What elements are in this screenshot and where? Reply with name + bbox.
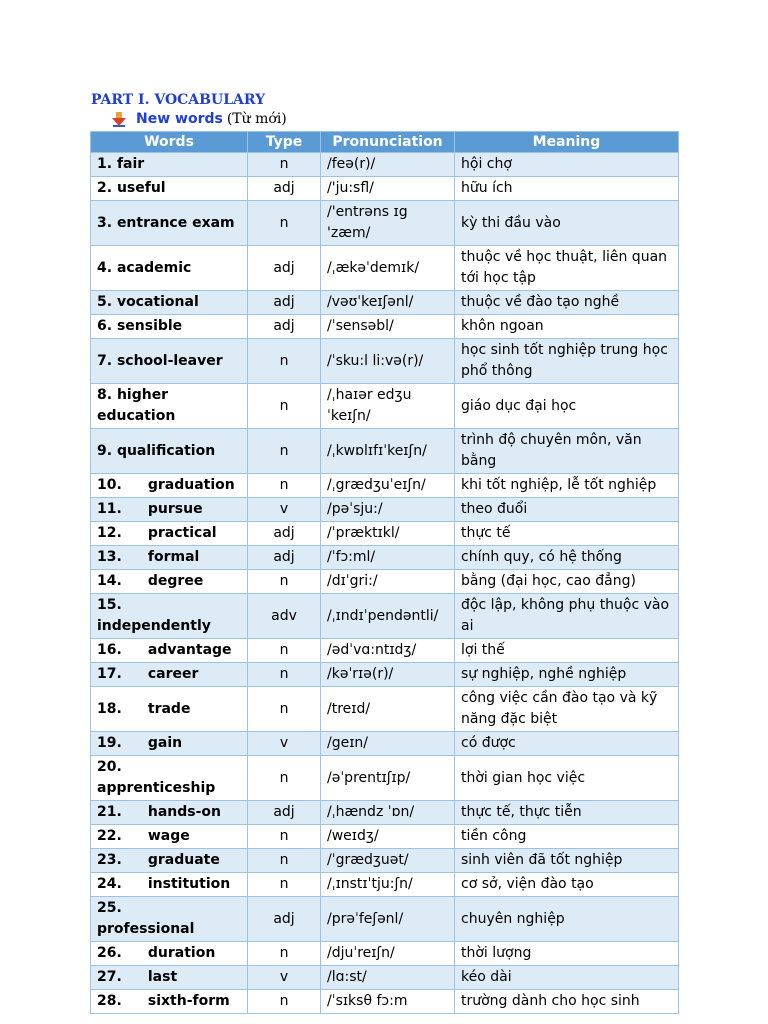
pronunciation-cell: /ˈsɪksθ fɔ:m xyxy=(321,990,455,1014)
pronunciation-cell: /djuˈreɪʃn/ xyxy=(321,942,455,966)
type-cell: n xyxy=(248,429,321,474)
word-text: hands-on xyxy=(147,804,222,820)
word-number: 27. xyxy=(97,969,122,985)
table-row xyxy=(91,897,679,942)
word-number: 18. xyxy=(97,700,122,717)
type-cell: n xyxy=(248,153,321,177)
pronunciation-cell: /geɪn/ xyxy=(321,732,455,756)
pronunciation-cell: /'ju:sfl/ xyxy=(321,177,455,201)
word-number: 28. xyxy=(97,993,122,1009)
table-row xyxy=(91,966,679,990)
meaning-cell: thời gian học việc xyxy=(455,756,679,801)
table-row xyxy=(91,663,679,687)
word-text: academic xyxy=(116,259,192,276)
column-header-meaning: Meaning xyxy=(455,132,679,153)
type-cell: adj xyxy=(248,291,321,315)
word-text: sensible xyxy=(116,318,183,334)
meaning-cell: công việc cần đào tạo và kỹ năng đặc biệt xyxy=(455,687,679,732)
meaning-cell: kỳ thi đầu vào xyxy=(455,201,679,246)
word-text: advantage xyxy=(147,642,232,658)
word-cell xyxy=(91,315,248,339)
table-row xyxy=(91,873,679,897)
meaning-cell: tiền công xyxy=(455,825,679,849)
word-number: 13. xyxy=(97,549,122,565)
type-cell: n xyxy=(248,663,321,687)
type-cell: n xyxy=(248,873,321,897)
word-text: sixth-form xyxy=(147,993,230,1009)
new-words-note: (Từ mới) xyxy=(226,111,287,127)
word-number: 24. xyxy=(97,876,122,892)
word-text: institution xyxy=(147,876,231,892)
word-text: higher education xyxy=(97,387,176,424)
pronunciation-cell: /ˌækəˈdemɪk/ xyxy=(321,246,455,291)
word-text: useful xyxy=(116,180,166,196)
pronunciation-cell: /dɪˈgri:/ xyxy=(321,570,455,594)
word-text: apprenticeship xyxy=(97,780,216,796)
table-row xyxy=(91,315,679,339)
meaning-cell: theo đuổi xyxy=(455,498,679,522)
table-row xyxy=(91,339,679,384)
pronunciation-cell: /ˌɪndɪˈpendəntli/ xyxy=(321,594,455,639)
word-number: 5. xyxy=(97,294,113,310)
type-cell: v xyxy=(248,498,321,522)
arrow-down-bullet-icon xyxy=(112,111,126,127)
word-number: 26. xyxy=(97,945,122,961)
new-words-label: New words xyxy=(136,111,223,127)
type-cell: n xyxy=(248,687,321,732)
type-cell: adj xyxy=(248,315,321,339)
word-number: 4. xyxy=(97,259,113,276)
word-text: trade xyxy=(147,700,191,717)
word-text: duration xyxy=(147,945,216,961)
word-text: independently xyxy=(97,618,211,634)
meaning-cell: thời lượng xyxy=(455,942,679,966)
table-row xyxy=(91,498,679,522)
table-row xyxy=(91,153,679,177)
word-text: gain xyxy=(147,735,183,751)
pronunciation-cell: /ˈpræktɪkl/ xyxy=(321,522,455,546)
type-cell: adv xyxy=(248,594,321,639)
meaning-cell: sự nghiệp, nghề nghiệp xyxy=(455,663,679,687)
word-cell xyxy=(91,546,248,570)
table-row xyxy=(91,639,679,663)
type-cell: n xyxy=(248,990,321,1014)
word-cell xyxy=(91,339,248,384)
type-cell: v xyxy=(248,966,321,990)
word-number: 9. xyxy=(97,442,113,459)
meaning-cell: cơ sở, viện đào tạo xyxy=(455,873,679,897)
word-cell xyxy=(91,384,248,429)
type-cell: adj xyxy=(248,246,321,291)
word-text: degree xyxy=(147,573,204,589)
word-number: 22. xyxy=(97,828,122,844)
word-cell xyxy=(91,756,248,801)
word-number: 17. xyxy=(97,666,122,682)
pronunciation-cell: /ˈsku:l li:və(r)/ xyxy=(321,339,455,384)
word-cell xyxy=(91,801,248,825)
word-text: formal xyxy=(147,549,200,565)
column-header-words: Words xyxy=(91,132,248,153)
word-text: graduation xyxy=(147,477,235,493)
word-text: pursue xyxy=(147,501,203,517)
meaning-cell: học sinh tốt nghiệp trung học phổ thông xyxy=(455,339,679,384)
table-row xyxy=(91,522,679,546)
word-cell xyxy=(91,966,248,990)
meaning-cell: giáo dục đại học xyxy=(455,384,679,429)
column-header-type: Type xyxy=(248,132,321,153)
table-row xyxy=(91,849,679,873)
meaning-cell: độc lập, không phụ thuộc vào ai xyxy=(455,594,679,639)
meaning-cell: kéo dài xyxy=(455,966,679,990)
pronunciation-cell: /ˌɪnstɪˈtju:ʃn/ xyxy=(321,873,455,897)
type-cell: n xyxy=(248,849,321,873)
word-number: 11. xyxy=(97,501,122,517)
word-text: career xyxy=(147,666,199,682)
word-cell xyxy=(91,498,248,522)
type-cell: v xyxy=(248,732,321,756)
type-cell: n xyxy=(248,339,321,384)
word-cell xyxy=(91,570,248,594)
meaning-cell: hội chợ xyxy=(455,153,679,177)
type-cell: adj xyxy=(248,522,321,546)
table-row xyxy=(91,732,679,756)
word-number: 25. xyxy=(97,900,122,916)
word-cell xyxy=(91,849,248,873)
word-number: 10. xyxy=(97,477,122,493)
word-number: 23. xyxy=(97,852,122,868)
table-row xyxy=(91,546,679,570)
meaning-cell: lợi thế xyxy=(455,639,679,663)
table-row xyxy=(91,570,679,594)
meaning-cell: sinh viên đã tốt nghiệp xyxy=(455,849,679,873)
meaning-cell: bằng (đại học, cao đẳng) xyxy=(455,570,679,594)
table-row xyxy=(91,825,679,849)
table-row xyxy=(91,990,679,1014)
word-cell xyxy=(91,522,248,546)
pronunciation-cell: /kəˈrɪə(r)/ xyxy=(321,663,455,687)
word-cell xyxy=(91,474,248,498)
pronunciation-cell: /prəˈfeʃənl/ xyxy=(321,897,455,942)
page-title: PART I. VOCABULARY xyxy=(91,92,266,108)
word-number: 20. xyxy=(97,759,122,775)
pronunciation-cell: /'entrəns ɪg 'zæm/ xyxy=(321,201,455,246)
word-cell xyxy=(91,732,248,756)
table-row xyxy=(91,801,679,825)
word-text: wage xyxy=(147,828,190,844)
table-row xyxy=(91,291,679,315)
type-cell: n xyxy=(248,570,321,594)
type-cell: n xyxy=(248,201,321,246)
pronunciation-cell: /weɪdʒ/ xyxy=(321,825,455,849)
table-row xyxy=(91,246,679,291)
pronunciation-cell: /pəˈsju:/ xyxy=(321,498,455,522)
word-number: 3. xyxy=(97,214,113,231)
table-row xyxy=(91,429,679,474)
table-row xyxy=(91,177,679,201)
pronunciation-cell: /ˌhændz ˈɒn/ xyxy=(321,801,455,825)
type-cell: n xyxy=(248,756,321,801)
word-cell xyxy=(91,429,248,474)
word-cell xyxy=(91,153,248,177)
pronunciation-cell: /ˌhaɪər edʒu ˈkeɪʃn/ xyxy=(321,384,455,429)
table-header-row xyxy=(91,132,679,153)
pronunciation-cell: /ˌkwɒlɪfɪˈkeɪʃn/ xyxy=(321,429,455,474)
word-number: 7. xyxy=(97,352,113,369)
type-cell: n xyxy=(248,474,321,498)
word-cell xyxy=(91,663,248,687)
word-number: 21. xyxy=(97,804,122,820)
word-number: 1. xyxy=(97,156,113,172)
word-cell xyxy=(91,897,248,942)
word-cell xyxy=(91,291,248,315)
table-row xyxy=(91,474,679,498)
meaning-cell: thuộc về học thuật, liên quan tới học tập xyxy=(455,246,679,291)
word-text: last xyxy=(147,969,178,985)
column-header-pronunciation: Pronunciation xyxy=(321,132,455,153)
meaning-cell: trường dành cho học sinh xyxy=(455,990,679,1014)
word-cell xyxy=(91,246,248,291)
word-cell xyxy=(91,990,248,1014)
word-text: qualification xyxy=(116,442,216,459)
meaning-cell: chính quy, có hệ thống xyxy=(455,546,679,570)
pronunciation-cell: /feə(r)/ xyxy=(321,153,455,177)
meaning-cell: trình độ chuyên môn, văn bằng xyxy=(455,429,679,474)
pronunciation-cell: /vəʊˈkeɪʃənl/ xyxy=(321,291,455,315)
word-number: 16. xyxy=(97,642,122,658)
type-cell: adj xyxy=(248,546,321,570)
pronunciation-cell: /treɪd/ xyxy=(321,687,455,732)
meaning-cell: chuyên nghiệp xyxy=(455,897,679,942)
meaning-cell: thực tế xyxy=(455,522,679,546)
meaning-cell: khôn ngoan xyxy=(455,315,679,339)
pronunciation-cell: /ˈsensəbl/ xyxy=(321,315,455,339)
word-cell xyxy=(91,639,248,663)
word-cell xyxy=(91,177,248,201)
type-cell: adj xyxy=(248,897,321,942)
table-row xyxy=(91,756,679,801)
meaning-cell: thuộc về đào tạo nghề xyxy=(455,291,679,315)
pronunciation-cell: /ədˈvɑ:ntɪdʒ/ xyxy=(321,639,455,663)
word-number: 19. xyxy=(97,735,122,751)
meaning-cell: hữu ích xyxy=(455,177,679,201)
word-text: professional xyxy=(97,921,195,937)
meaning-cell: khi tốt nghiệp, lễ tốt nghiệp xyxy=(455,474,679,498)
vocabulary-table-body xyxy=(91,153,679,1014)
word-number: 12. xyxy=(97,525,122,541)
type-cell: adj xyxy=(248,801,321,825)
vocabulary-table xyxy=(90,131,679,1014)
word-text: practical xyxy=(147,525,217,541)
table-row xyxy=(91,384,679,429)
word-text: entrance exam xyxy=(116,214,235,231)
word-cell xyxy=(91,687,248,732)
word-cell xyxy=(91,873,248,897)
word-number: 15. xyxy=(97,597,122,613)
word-cell xyxy=(91,201,248,246)
pronunciation-cell: /lɑ:st/ xyxy=(321,966,455,990)
type-cell: n xyxy=(248,639,321,663)
section-subtitle xyxy=(112,111,287,127)
pronunciation-cell: /ˈfɔ:ml/ xyxy=(321,546,455,570)
word-text: fair xyxy=(116,156,145,172)
word-text: vocational xyxy=(116,294,199,310)
word-cell xyxy=(91,594,248,639)
word-number: 6. xyxy=(97,318,113,334)
type-cell: adj xyxy=(248,177,321,201)
meaning-cell: thực tế, thực tiễn xyxy=(455,801,679,825)
table-row xyxy=(91,201,679,246)
table-row xyxy=(91,594,679,639)
meaning-cell: có được xyxy=(455,732,679,756)
table-row xyxy=(91,942,679,966)
word-text: graduate xyxy=(147,852,220,868)
word-number: 8. xyxy=(97,387,113,403)
word-cell xyxy=(91,825,248,849)
pronunciation-cell: /ˈgrædʒuət/ xyxy=(321,849,455,873)
pronunciation-cell: /əˈprentɪʃɪp/ xyxy=(321,756,455,801)
word-number: 2. xyxy=(97,180,113,196)
type-cell: n xyxy=(248,942,321,966)
pronunciation-cell: /ˌgrædʒuˈeɪʃn/ xyxy=(321,474,455,498)
word-text: school-leaver xyxy=(116,352,223,369)
table-row xyxy=(91,687,679,732)
type-cell: n xyxy=(248,384,321,429)
word-cell xyxy=(91,942,248,966)
type-cell: n xyxy=(248,825,321,849)
word-number: 14. xyxy=(97,573,122,589)
